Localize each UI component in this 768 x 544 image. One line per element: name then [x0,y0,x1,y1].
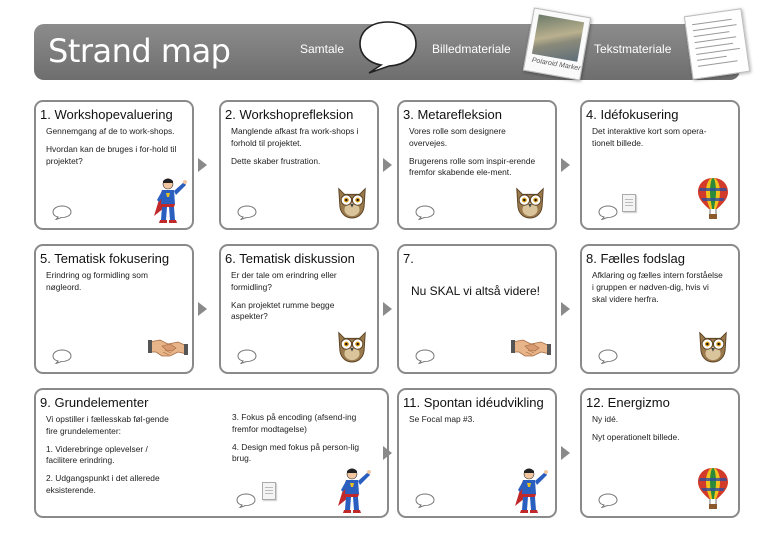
card-text: Er der tale om erindring eller formidling? [231,270,337,292]
card-4-idefokusering [580,100,740,230]
card-text: Manglende afkast fra work-shops i forhold til projektet. [231,126,359,148]
card-11-spontan-ideudvikling [397,388,557,518]
superhero-icon [332,466,372,514]
card-title: 3. Metarefleksion [403,107,502,122]
owl-icon [335,326,369,364]
superhero-icon [148,176,188,224]
card-text: Dette skaber frustration. [231,155,321,166]
card-text: 1. Viderebringe oplevelser / facilitere erindring. [46,443,148,466]
card-text: Brugerens rolle som inspir-erende fremfor skabende ele-ment. [409,155,536,178]
arrow-right-icon [383,446,392,460]
card-text: Afklaring og fælles intern forståelse i gruppen er nødven-dig, hvis vi skal videre herfra. [592,270,723,304]
card-body [592,270,724,311]
card-title: 1. Workshopevaluering [40,107,173,122]
photo-caption: Polaroid Marker [531,56,582,73]
card-text: Hvordan kan de bruges i for-hold til projektet? [46,143,177,166]
arrow-right-icon [383,302,392,316]
speech-bubble-icon [357,20,419,74]
document-icon [262,482,276,500]
conversation-bubble-icon [237,349,257,364]
handshake-icon [148,334,188,360]
card-8-faelles-fodslag [580,244,740,374]
arrow-right-icon [561,158,570,172]
card-body [46,270,178,300]
hot-air-balloon-icon [696,176,730,220]
owl-icon [335,182,369,220]
arrow-right-icon [198,158,207,172]
card-text: 4. Design med fokus på person-lig brug. [232,441,360,464]
card-text: 2. Udgangspunkt i det allerede eksisterende. [46,473,160,495]
conversation-bubble-icon [52,349,72,364]
card-text: 3. Fokus på encoding (afsend-ing fremfor modtagelse) [232,412,357,434]
card-title: 5. Tematisk fokusering [40,251,170,266]
conversation-bubble-icon [598,493,618,508]
document-icon [622,194,636,212]
hot-air-balloon-icon [696,466,730,510]
card-body [592,414,724,450]
superhero-icon [509,466,549,514]
legend-samtale-label: Samtale [300,42,345,56]
polaroid-photo-icon [523,7,591,80]
card-2-workshoprefleksion [219,100,379,230]
card-title: 2. Workshoprefleksion [225,107,354,122]
card-text: Gennemgang af de to work-shops. [46,126,175,136]
conversation-bubble-icon [415,205,435,220]
handshake-icon [511,334,551,360]
conversation-bubble-icon [415,493,435,508]
conversation-bubble-icon [598,349,618,364]
card-body [46,414,178,503]
owl-icon [513,182,547,220]
arrow-right-icon [561,302,570,316]
card-text: Erindring og formidling som nøgleord. [46,270,148,292]
card-text: Kan projektet rumme begge aspekter? [231,299,335,322]
card-1-workshopevaluering [34,100,194,230]
card-body [46,126,178,173]
card-title: 9. Grundelementer [40,395,149,410]
conversation-bubble-icon [598,205,618,220]
legend-tekstmateriale-label: Tekstmateriale [594,42,672,56]
arrow-right-icon [561,446,570,460]
conversation-bubble-icon [237,205,257,220]
card-12-energizmo [580,388,740,518]
card-body [231,126,363,173]
card-9-grundelementer [34,388,389,518]
legend-billedmateriale-label: Billedmateriale [432,42,511,56]
handwritten-paper-icon [684,8,750,79]
conversation-bubble-icon [52,205,72,220]
card-title: 12. Energizmo [586,395,670,410]
card-title: 7. [403,251,414,266]
card-text: Vi opstiller i fællesskab føl-gende fire grundelementer: [46,414,169,436]
conversation-bubble-icon [415,349,435,364]
card-text: Det interaktive kort som opera-tionelt billede. [592,126,707,148]
card-text: Se Focal map #3. [409,414,475,424]
card-title: 11. Spontan idéudvikling [403,395,544,410]
card-body [592,126,724,156]
page-title: Strand map [48,32,231,70]
arrow-right-icon [198,302,207,316]
card-title: 8. Fælles fodslag [586,251,685,266]
card-3-metarefleksion [397,100,557,230]
card-5-tematisk-fokusering [34,244,194,374]
card-body-column-2 [232,412,372,471]
card-text: Nyt operationelt billede. [592,431,680,442]
card-body [409,414,541,432]
card-6-tematisk-diskussion [219,244,379,374]
card-title: 6. Tematisk diskussion [225,251,355,266]
owl-icon [696,326,730,364]
card-highlight-text: Nu SKAL vi altså videre! [411,284,540,298]
card-body [231,270,363,329]
arrow-right-icon [383,158,392,172]
conversation-bubble-icon [236,493,256,508]
card-text: Ny idé. [592,414,619,424]
card-title: 4. Idéfokusering [586,107,679,122]
card-text: Vores rolle som designere overvejes. [409,126,506,148]
card-body [409,126,541,185]
card-7 [397,244,557,374]
